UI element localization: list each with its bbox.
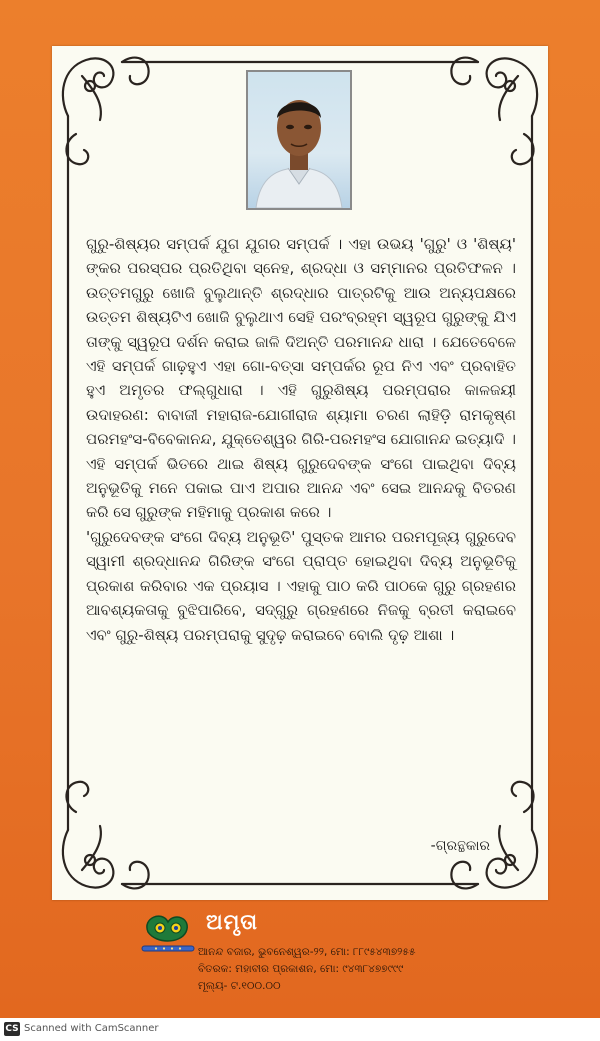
scanner-watermark-bar — [0, 1018, 600, 1041]
corner-ornament-top-right — [451, 58, 537, 165]
blurb-paragraph-1: ଗୁରୁ-ଶିଷ୍ୟର ସମ୍ପର୍କ ଯୁଗ ଯୁଗର ସମ୍ପର୍କ । ଏହା ଉଭୟ 'ଗୁରୁ' ଓ 'ଶିଷ୍ୟ' ଙ୍କର ପରସ୍ପର ପ୍ରତିଥିବା ସ୍ନେହ, ଶ୍ରଦ୍ଧା ଓ ସମ୍ମାନର ପ୍ରତିଫଳନ । ଉତ୍ତମଗୁରୁ ଖୋଜି ବୁଲୁଥାନ୍ତି ଶ୍ରଦ୍ଧାର ପାତ୍ରଟିକୁ ଆଉ ଅନ୍ୟପକ୍ଷରେ ଉତ୍ତମ ଶିଷ୍ୟଟିଏ ଖୋଜି ବୁଲୁଥାଏ ସେହି ପରଂବ୍ରହ୍ମ ସ୍ୱରୂପ ଗୁରୁଙ୍କୁ ଯିଏ ତାଙ୍କୁ ସ୍ୱରୂପ ଦର୍ଶନ କରାଇ ଜାଳି ଦିଅନ୍ତି ପରମାନନ୍ଦ ଧାରା । ଯେତେବେଳେ ଏହି ସମ୍ପର୍କ ଗାଢ଼ହୁଏ ଏହା ଗୋ-ବତ୍ସା ସମ୍ପର୍କର ରୂପ ନିଏ ଏବଂ ପ୍ରବାହିତ ହୁଏ ଅମୃତର ଫଲ୍ଗୁଧାରା । ଏହି ଗୁରୁଶିଷ୍ୟ ପରମ୍ପରାର କାଳଜୟୀ ଉଦାହରଣ: ବାବାଜୀ ମହାରାଜ-ଯୋଗୀରାଜ ଶ୍ୟାମା ଚରଣ ଲାହିଡ଼ି ରାମକୃଷ୍ଣ ପରମହଂସ-ବିବେକାନନ୍ଦ, ଯୁକ୍ତେଶ୍ୱର ଗିରି-ପରମହଂସ ଯୋଗାନନ୍ଦ ଇତ୍ୟାଦି । ଏହି ସମ୍ପର୍କ ଭିତରେ ଥାଇ ଶିଷ୍ୟ ଗୁରୁଦେବଙ୍କ ସଂଗେ ପାଇଥିବା ଦିବ୍ୟ ଅନୁଭୂତିକୁ ମନେ ପକାଇ ପାଏ ଅପାର ଆନନ୍ଦ ଏବଂ ସେଇ ଆନନ୍ଦକୁ ବିତରଣ କରି ସେ ଗୁରୁଙ୍କ ମହିମାକୁ ପ୍ରକାଶ କରେ । — [86, 235, 516, 522]
camscanner-logo-icon: CS — [5, 1024, 19, 1034]
blurb-paragraph-2: 'ଗୁରୁଦେବଙ୍କ ସଂଗେ ଦିବ୍ୟ ଅନୁଭୂତି' ପୁସ୍ତକ ଆମର ପରମପୂଜ୍ୟ ଗୁରୁଦେବ ସ୍ୱାମୀ ଶ୍ରଦ୍ଧାନନ୍ଦ ଗିରିଙ୍କ ସଂଗେ ପ୍ରାପ୍ତ ହୋଇଥିବା ଦିବ୍ୟ ଅନୁଭୂତିକୁ ପ୍ରକାଶ କରିବାର ଏକ ପ୍ରୟାସ । ଏହାକୁ ପାଠ କରି ପାଠକେ ଗୁରୁ ଗ୍ରହଣର ଆବଶ୍ୟକତାକୁ ବୁଝିପାରିବେ, ସଦ୍‌ଗୁରୁ ଗ୍ରହଣରେ ନିଜକୁ ବ୍ରତୀ କରାଇବେ ଏବଂ ଗୁରୁ-ଶିଷ୍ୟ ପରମ୍ପରାକୁ ସୁଦୃଢ଼ କରାଇବେ ବୋଲି ଦୃଢ଼ ଆଶା । — [86, 527, 516, 644]
book-price: ମୂଲ୍ୟ- ଟ.୧୦୦.୦୦ — [198, 980, 281, 992]
publisher-name: ଅମୃତା — [206, 910, 258, 934]
author-signature: -ଗ୍ରନ୍ଥକାର — [430, 838, 490, 854]
distributor-info: ବିତରକ: ମହାବୀର ପ୍ରକାଶନ, ମୋ: ୯୪୩୮୪୭୭୯୯୯ — [198, 963, 404, 975]
corner-ornament-top-left — [63, 58, 149, 165]
author-photo — [246, 70, 352, 210]
publisher-address: ଆନନ୍ଦ ବଜାର, ଭୁବନେଶ୍ୱର-୨୨, ମୋ: ୮୮୯୫୪୩୭୨୫୫ — [198, 946, 416, 958]
text-panel — [52, 46, 548, 900]
corner-ornament-bottom-right — [451, 782, 537, 889]
peacock-flute-logo-icon — [138, 908, 198, 960]
scanner-watermark-text: Scanned with CamScanner — [24, 1023, 159, 1034]
author-portrait-image — [248, 72, 350, 208]
publisher-logo — [138, 908, 198, 960]
corner-ornament-bottom-left — [63, 782, 149, 889]
blurb-text — [86, 232, 516, 647]
